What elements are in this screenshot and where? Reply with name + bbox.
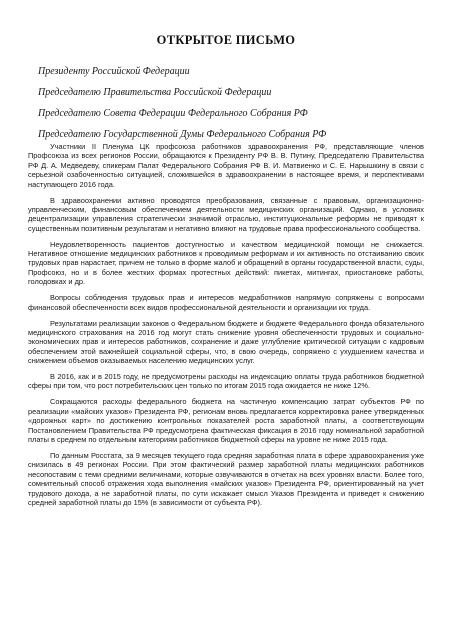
paragraph-6: В 2016, как и в 2015 году, не предусмотрены расходы на индексацию оплаты труда работников бюджетной сферы при том, что рост потребительских цен только по итогам 2015 года ожидается не ниже 12%. xyxy=(28,372,424,391)
paragraph-1: Участники II Пленума ЦК профсоюза работников здравоохранения РФ, представляющие членов Профсоюза из всех регионов России, обращаются к Президенту РФ В. В. Путину, Председателю Правительства РФ Д. А. Медведеву, спикерам Палат Федерального Собрания РФ В. И. Матвиенко и С. Е. Нарышкину в связи с серьезной озабоченностью ситуацией, сложившейся в здравоохранении в настоящее время, и перспективами наступающего 2016 года. xyxy=(28,142,424,189)
letter-body xyxy=(28,142,424,514)
addressee-government-chairman: Председателю Правительства Российской Федерации xyxy=(38,87,272,98)
paragraph-4: Вопросы соблюдения трудовых прав и интересов медработников напрямую сопряжены с вопросами финансовой обеспеченности всех видов профессиональной деятельности и организации их труда. xyxy=(28,293,424,312)
addressee-president: Президенту Российской Федерации xyxy=(38,66,190,77)
paragraph-3: Неудовлетворенность пациентов доступностью и качеством медицинской помощи не снижается. Негативное отношение медицинских работников к проводимым реформам и их активность по отстаиванию своих трудовых прав нарастает, причем не только в форме жалоб и обращений в органы государственной власти, суды, Профсоюз, но и в более жестких формах протестных действий: пикетах, митингах, приостановке работы, голодовках и др. xyxy=(28,239,424,287)
letter-title: ОТКРЫТОЕ ПИСЬМО xyxy=(156,33,296,47)
paragraph-2: В здравоохранении активно проводятся преобразования, связанные с правовым, организационно-управленческим, финансовым обеспечением деятельности медицинских организаций. Однако, в условиях децентрализации управления стратегически значимой отраслью, институциональные реформы не приводят к существенным позитивным результатам и негативно влияют на трудовые права профессионального сообщества. xyxy=(28,195,424,233)
addressee-federation-council-chairman: Председателю Совета Федерации Федерального Собрания РФ xyxy=(38,108,308,119)
addressee-state-duma-chairman: Председателю Государственной Думы Федерального Собрания РФ xyxy=(38,129,327,140)
paragraph-7: Сокращаются расходы федерального бюджета на частичную компенсацию затрат субъектов РФ по реализации «майских указов» Президента РФ, регионам вновь предлагается корректировка ранее утвержденных «дорожных карт» по достижению контрольных показателей роста заработной платы, а соответствующим Постановлением Правительства РФ предусмотрена фактическая фиксация в 2016 году номинальной заработной платы в среднем по отдельным категориям работников бюджетной сферы на уровне не ниже 2015 года. xyxy=(28,397,424,444)
paragraph-5: Результатами реализации законов о Федеральном бюджете и бюджете Федерального фонда обязательного медицинского страхования на 2016 год могут стать снижение уровня обеспеченности трудовых и социально-экономических прав и интересов работников, сохранение и даже углубление критической ситуации с кадровым обеспечением этой важнейшей социальной сферы, что, в свою очередь, сопряжено с ухудшением качества и снижением объемов оказываемых населению медицинских услуг. xyxy=(28,318,424,366)
paragraph-8: По данным Росстата, за 9 месяцев текущего года средняя заработная плата в сфере здравоохранения уже снизилась в 49 регионах России. При этом фактический размер заработной платы медицинских работников несопоставим с теми средними величинами, которые озвучиваются в отчетах на всех уровнях власти. Более того, сомнительный способ отражения хода выполнения «майских указов» Президента РФ, ориентированный на учет трудового дохода, а не заработной платы, по сути искажает смысл Указов Президента и приведет к снижению средней заработной платы до 15% (в зависимости от субъекта РФ). xyxy=(28,450,424,507)
